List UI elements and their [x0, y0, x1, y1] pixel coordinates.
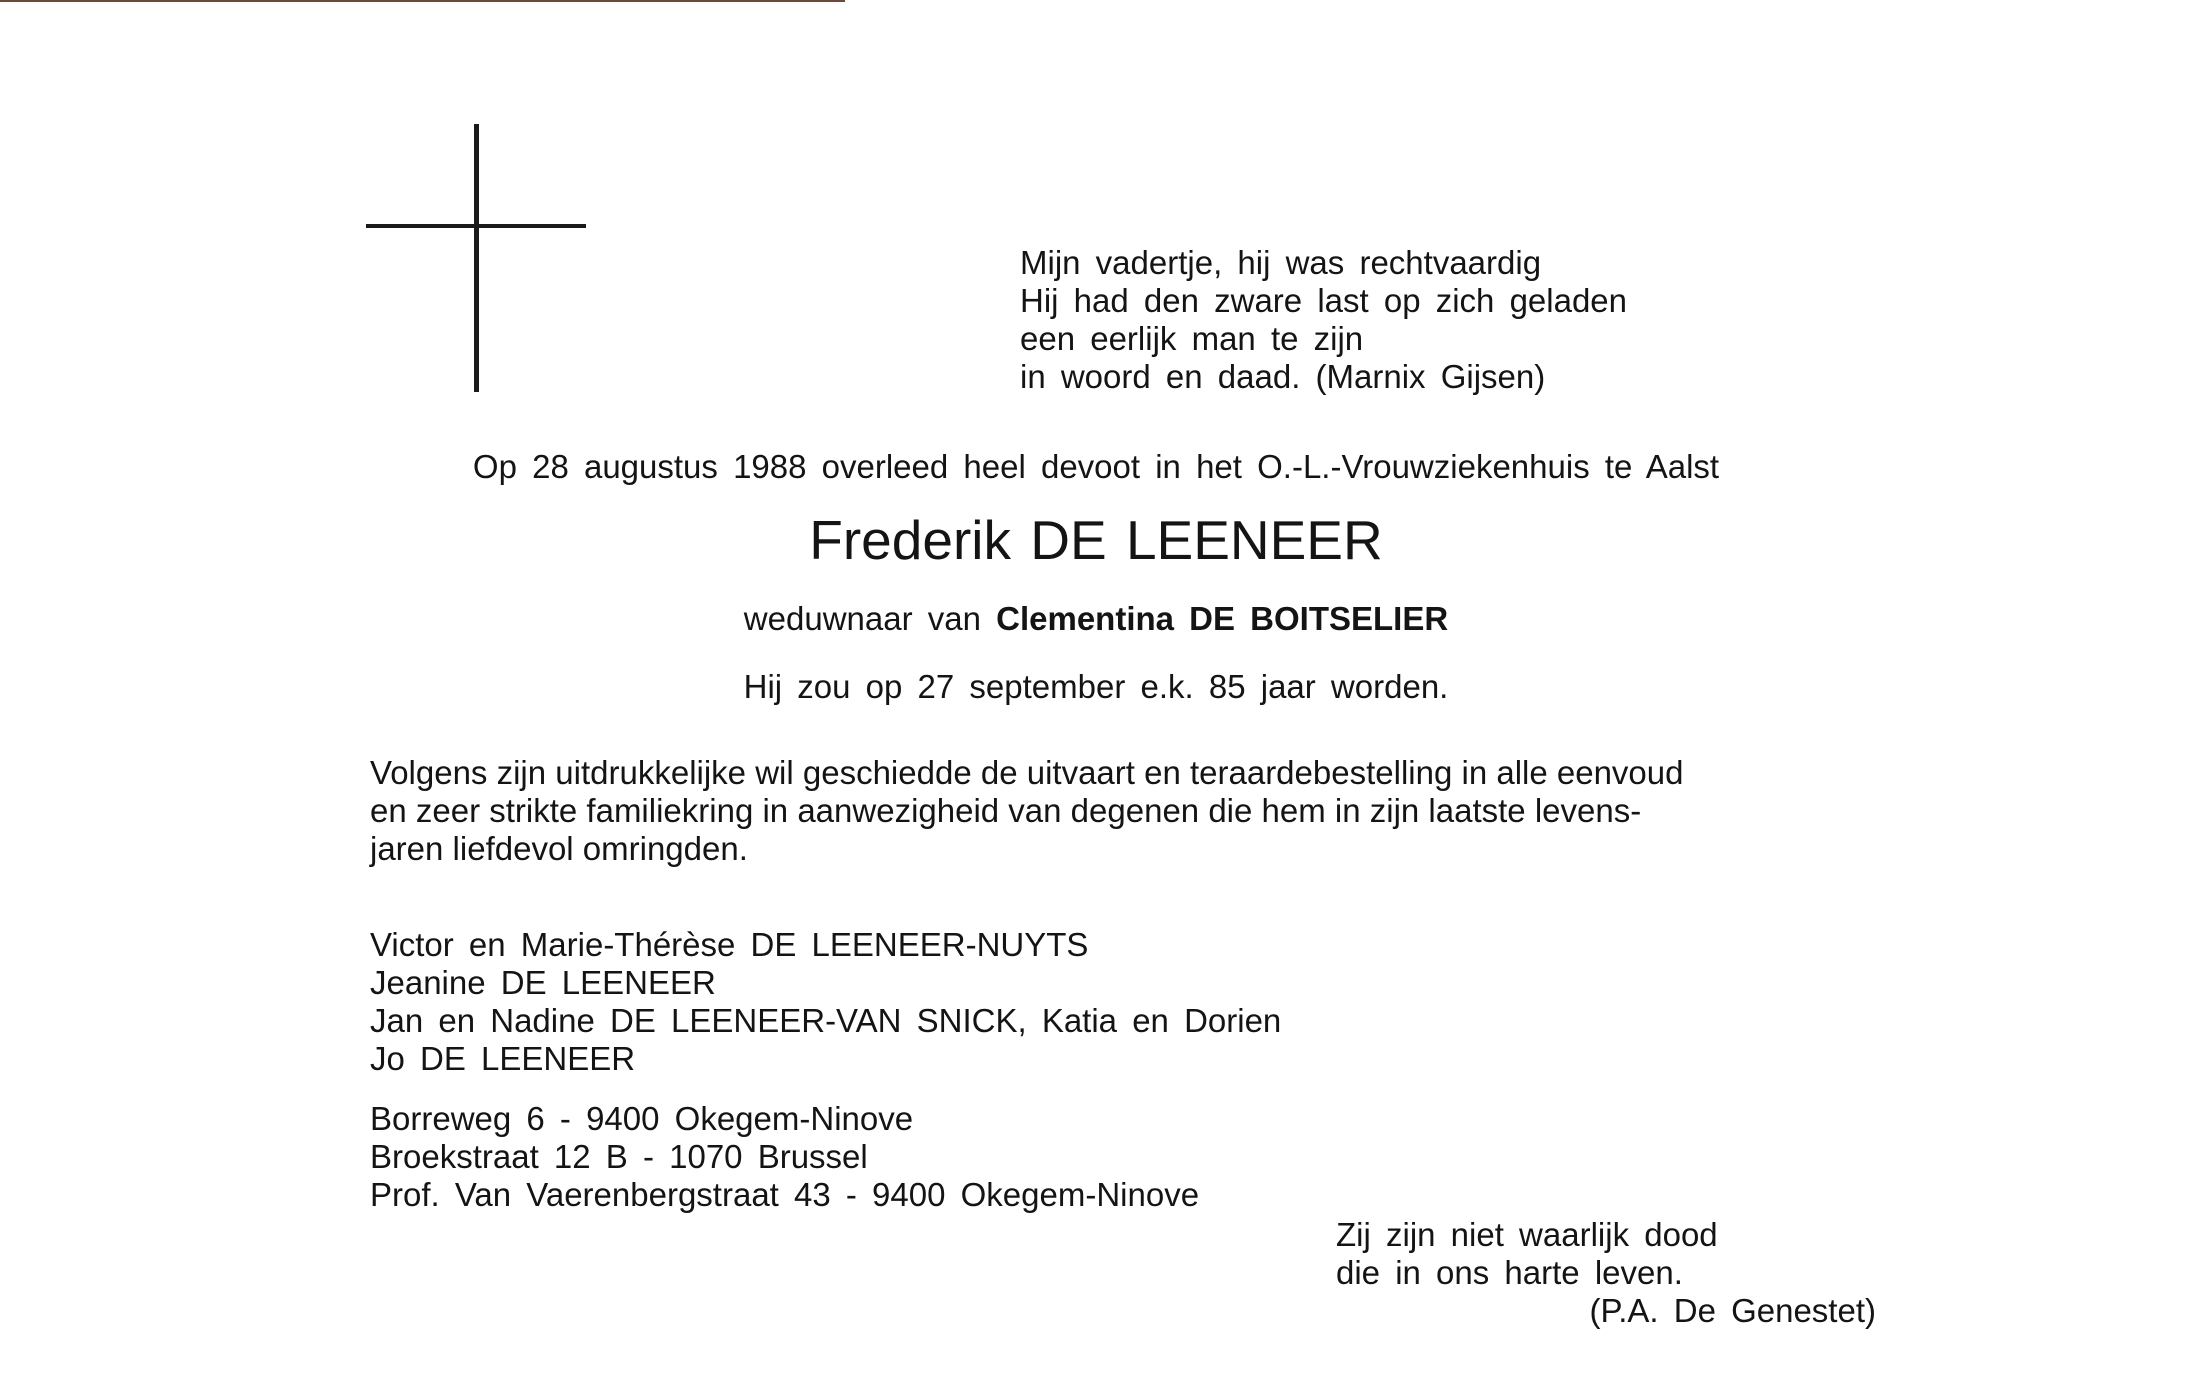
- bottom-poem-line: die in ons harte leven.: [1336, 1254, 1683, 1291]
- top-poem-line: Mijn vadertje, hij was rechtvaardig: [1020, 244, 1542, 281]
- age-note-text: Hij zou op 27 september e.k. 85 jaar worden.: [743, 668, 1449, 705]
- widower-line: [0, 600, 2192, 638]
- top-poem: [1020, 244, 1780, 396]
- bottom-poem-line: Zij zijn niet waarlijk dood: [1336, 1216, 1718, 1253]
- cross-horizontal-bar: [366, 224, 586, 228]
- bottom-poem-attribution: (P.A. De Genestet): [1589, 1292, 1876, 1329]
- family-list: [370, 926, 1470, 1078]
- top-poem-line: Hij had den zware last op zich geladen: [1020, 282, 1628, 319]
- age-note: [0, 668, 2192, 706]
- top-edge-rule: [0, 0, 845, 2]
- death-announcement: [0, 448, 2192, 486]
- announcement-text: Op 28 augustus 1988 overleed heel devoot in het O.-L.-Vrouwziekenhuis te Aalst: [472, 448, 1720, 485]
- funeral-line: jaren liefdevol omringden.: [370, 830, 748, 867]
- address-line: Borreweg 6 - 9400 Okegem-Ninove: [370, 1100, 914, 1137]
- family-member: Jeanine DE LEENEER: [370, 964, 716, 1001]
- address-line: Prof. Van Vaerenbergstraat 43 - 9400 Okegem-Ninove: [370, 1176, 1200, 1213]
- cross-vertical-bar: [474, 124, 479, 392]
- top-poem-line: een eerlijk man te zijn: [1020, 320, 1364, 357]
- family-member: Victor en Marie-Thérèse DE LEENEER-NUYTS: [370, 926, 1089, 963]
- funeral-line: en zeer strikte familiekring in aanwezigheid van degenen die hem in zijn laatste levens-: [370, 792, 1642, 829]
- address-list: [370, 1100, 1370, 1214]
- family-member: Jan en Nadine DE LEENEER-VAN SNICK, Katia en Dorien: [370, 1002, 1282, 1039]
- funeral-paragraph: [370, 754, 1876, 868]
- deceased-name: Frederik DE LEENEER: [809, 509, 1383, 571]
- funeral-line: Volgens zijn uitdrukkelijke wil geschiedde de uitvaart en teraardebestelling in alle eenvoud: [370, 754, 1684, 791]
- widower-prefix: weduwnaar van: [743, 600, 981, 637]
- top-poem-line: in woord en daad. (Marnix Gijsen): [1020, 358, 1546, 395]
- bottom-poem: [1336, 1216, 1876, 1330]
- family-member: Jo DE LEENEER: [370, 1040, 636, 1077]
- spouse-name: Clementina DE BOITSELIER: [996, 600, 1449, 637]
- address-line: Broekstraat 12 B - 1070 Brussel: [370, 1138, 868, 1175]
